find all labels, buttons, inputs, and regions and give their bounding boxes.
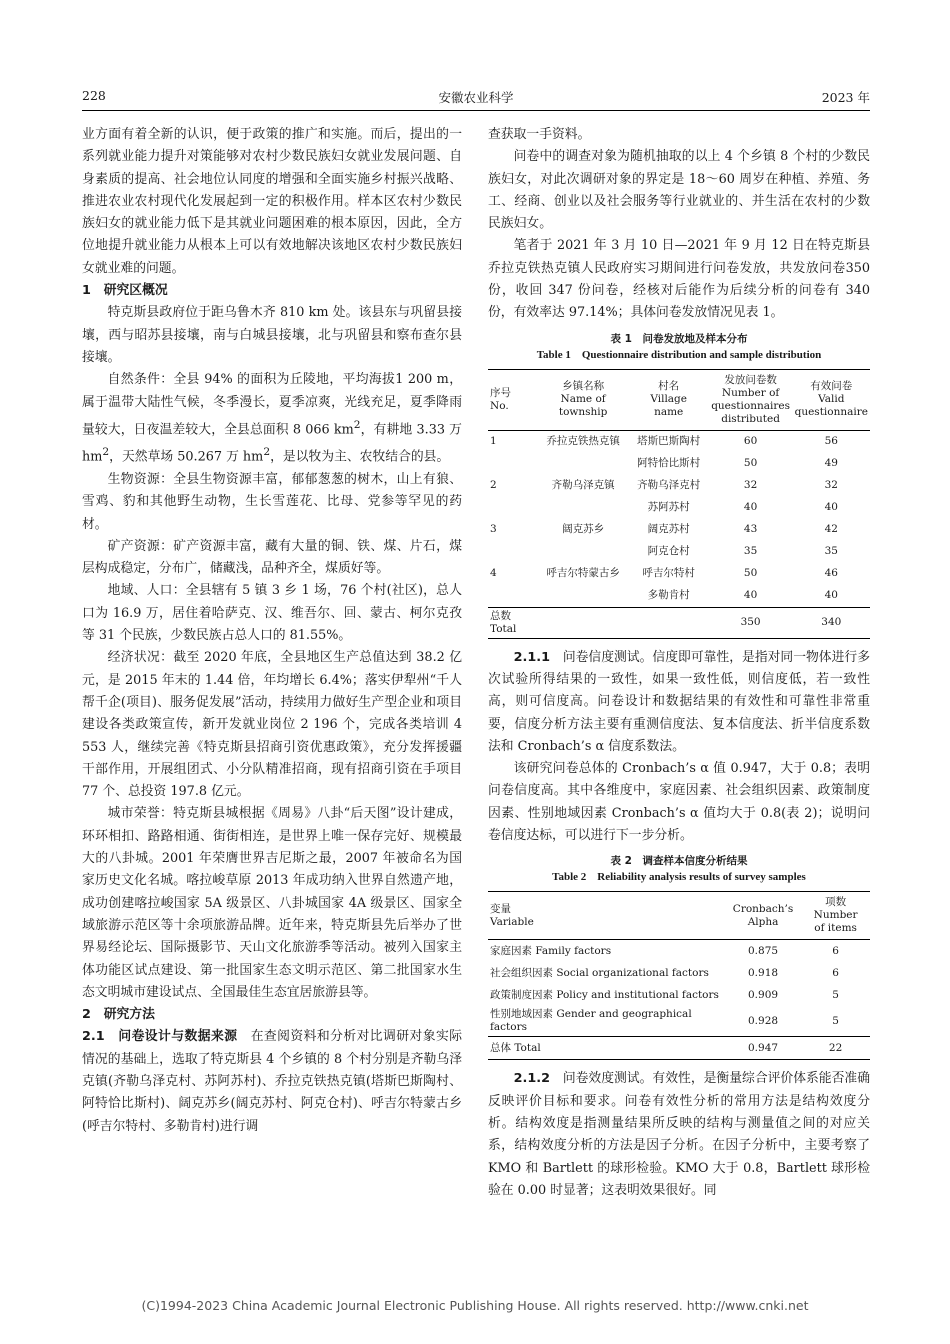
paragraph: 地域、人口：全县辖有 5 镇 3 乡 1 场，76 个村(社区)，总人口为 16.9 万，居住着哈萨克、汉、维吾尔、回、蒙古、柯尔克孜等 31 个民族，少数民族占总人口的 81.55%。	[82, 583, 462, 644]
header-rule	[82, 110, 870, 111]
page-number: 228	[82, 88, 106, 103]
table2-caption-cn: 表 2 调查样本信度分析结果	[610, 855, 748, 868]
table2-header: 项数 Number of items	[801, 892, 870, 940]
paragraph: 经济状况：截至 2020 年底，全县地区生产总值达到 38.2 亿元，是 2015 年末的 1.44 倍，年均增长 6.4%；落实伊犁州“千人帮千企(项目)、服务促发展”活动，持续用力做好生产型企业和项目建设各类政策宣传，新开发就业岗位 2 196 个，完成各类培训 4 553 人，继续完善《特克斯县招商引资优惠政策》，充分发挥援疆干部作用，开展组团式、小分队精准招商，现有招商引资在手项目 77 个、总投资 197.8 亿元。	[82, 650, 462, 800]
table1-header: 发放问卷数 Number of questionnaires distributed	[709, 369, 793, 430]
subsection-heading: 2.1.1	[513, 649, 551, 665]
table1-caption-en: Table 1 Questionnaire distribution and sample distribution	[536, 348, 822, 361]
running-header	[82, 88, 870, 108]
journal-name: 安徽农业科学	[438, 90, 514, 105]
paragraph: 2.1.2 问卷效度测试。有效性，是衡量综合评价体系能否准确反映评价目标和要求。问卷有效性分析的常用方法是结构效度分析。结构效度是指测量结果所反映的结构与测量值之间的对应关系，结构效度分析的方法是因子分析。在因子分析中，主要考察了 KMO 和 Bartlett 的球形检验。KMO 大于 0.8，Bartlett 球形检验在 0.00 时显著；这表明效果很好。同	[488, 1071, 870, 1198]
table-row: 1 乔拉克铁热克镇 塔斯巴斯陶村 60 56	[490, 435, 838, 448]
table-row: 家庭因素 Family factors 0.875 6	[490, 944, 839, 957]
section-heading: 1 研究区概况	[82, 283, 168, 299]
table1-header: 村名 Village name	[629, 369, 709, 430]
paragraph: 特克斯县政府位于距乌鲁木齐 810 km 处。该县东与巩留县接壤，西与昭苏县接壤，南与白城县接壤，北与巩留县和察布查尔县接壤。	[82, 305, 462, 365]
table2-caption-en: Table 2 Reliability analysis results of survey samples	[552, 871, 806, 884]
table2	[488, 891, 870, 1060]
paragraph: 矿产资源：矿产资源丰富，藏有大量的铜、铁、煤、片石，煤层构成稳定，分布广，储藏浅，品种齐全，煤质好等。	[82, 538, 462, 577]
right-column	[488, 124, 870, 1202]
paragraph: 2.1 问卷设计与数据来源 在查阅资料和分析对比调研对象实际情况的基础上，选取了特克斯县 4 个乡镇的 8 个村分别是齐勒乌泽克镇(齐勒乌泽克村、苏阿苏村)、乔拉克铁热克镇(塔斯巴斯陶村、阿特恰比斯村)、阔克苏乡(阔克苏村、阿克仓村)、呼吉尔特蒙古乡(呼吉尔特村、多勒肯村)进行调	[82, 1029, 462, 1134]
table-row: 2 齐勒乌泽克镇 齐勒乌泽克村 32 32	[490, 479, 838, 492]
year: 2023 年	[821, 90, 870, 105]
subsection-heading: 2.1.2	[513, 1071, 551, 1087]
table2-header: Cronbach’s Alpha	[725, 892, 801, 940]
table-row: 政策制度因素 Policy and institutional factors 0.909 5	[490, 988, 839, 1001]
table-row: 3 阔克苏乡 阔克苏村 43 42	[490, 523, 838, 536]
paragraph: 该研究问卷总体的 Cronbach’s α 值 0.947，大于 0.8；表明问卷信度高。其中各维度中，家庭因素、社会组织因素、政策制度因素、性别地域因素 Cronbach’s α 值均大于 0.8(表 2)；说明问卷信度达标，可以进行下一步分析。	[488, 761, 870, 844]
table1-caption-cn: 表 1 问卷发放地及样本分布	[610, 332, 748, 345]
table-row: 苏阿苏村 40 40	[647, 501, 838, 514]
paragraph: 生物资源：全县生物资源丰富，郁郁葱葱的树木，山上有狼、雪鸡、豹和其他野生动物，生长雪莲花、比母、党参等罕见的药材。	[82, 471, 462, 532]
table-row: 性别地域因素 Gender and geographical factors 0.928 5	[490, 1008, 839, 1034]
table-row: 阿克仓村 35 35	[647, 545, 838, 558]
paragraph: 业方面有着全新的认识，便于政策的推广和实施。而后，提出的一系列就业能力提升对策能够对农村少数民族妇女就业发展问题、自身素质的提高、社会地位认同度的增强和全面实施乡村振兴战略、推进农业农村现代化发展起到一定的积极作用。样本区农村少数民族妇女的就业能力低下是其就业问题困难的根本原因，因此，全方位地提升就业能力从根本上可以有效地解决该地区农村少数民族妇女就业难的问题。	[82, 127, 462, 276]
table1-header: 有效问卷 Valid questionnaire	[793, 369, 870, 430]
table-total-row: 总数 Total 350 340	[488, 607, 870, 638]
table-row: 社会组织因素 Social organizational factors 0.918 6	[490, 966, 839, 979]
subsection-heading: 2.1 问卷设计与数据来源	[82, 1029, 238, 1045]
table-total-row: 总体 Total 0.947 22	[488, 1037, 870, 1060]
paragraph: 笔者于 2021 年 3 月 10 日—2021 年 9 月 12 日在特克斯县乔拉克铁热克镇人民政府实习期间进行问卷发放，共发放问卷350 份，收回 347 份问卷，经核对后能作为后续分析的问卷有 340 份，有效率达 97.14%；具体问卷发放情况见表 1。	[488, 238, 870, 321]
paragraph: 2.1.1 问卷信度测试。信度即可靠性，是指对同一物体进行多次试验所得结果的一致性，如果一致性低，则信度低，若一致性高，则可信度高。问卷设计和数据结果的有效性和可靠性非常重要，信度分析方法主要有重测信度法、复本信度法、折半信度系数法和 Cronbach’s α 信度系数法。	[488, 649, 870, 754]
table1-header: 乡镇名称 Name of township	[537, 369, 628, 430]
table-row: 多勒肯村 40 40	[647, 589, 838, 602]
table-row: 阿特恰比斯村 50 49	[637, 457, 838, 470]
copyright-footer: (C)1994-2023 China Academic Journal Electronic Publishing House. All rights reserved. http://www.cnki.net	[141, 1298, 809, 1313]
table1	[488, 369, 870, 639]
left-column	[82, 124, 462, 1138]
table-row: 4 呼吉尔特蒙古乡 呼吉尔特村 50 46	[490, 567, 838, 580]
paragraph: 城市荣誉：特克斯县城根据《周易》八卦“后天图”设计建成，环环相扣、路路相通、街街相连，是世界上唯一保存完好、规模最大的八卦城。2001 年荣膺世界吉尼斯之最，2007 年被命名为国家历史文化名城。喀拉峻草原 2013 年成功纳入世界自然遗产地，成功创建喀拉峻国家 5A 级景区、八卦城国家 4A 级景区、国家全域旅游示范区等十余项旅游品牌。近年来，特克斯县先后举办了世界易经论坛、国际摄影节、天山文化旅游季等活动。被列入国家主体功能区试点建设、第一批国家生态文明示范区、第二批国家水生态文明城市建设试点、全国最佳生态宜居旅游县等。	[82, 806, 462, 1000]
section-heading: 2 研究方法	[82, 1007, 155, 1023]
table1-header: 序号 No.	[488, 369, 537, 430]
paragraph-natural-conditions: 自然条件：全县 94% 的面积为丘陵地，平均海拔1 200 m，属于温带大陆性气候，冬季漫长，夏季凉爽，光线充足，夏季降雨量较大，日夜温差较大，全县总面积 8 066 $km^2$，有耕地 3.33 万 $hm^2$，天然草场 50.267 万 $hm^2$，是以牧为主、农牧结合的县。	[82, 372, 462, 465]
paragraph: 问卷中的调查对象为随机抽取的以上 4 个乡镇 8 个村的少数民族妇女，对此次调研对象的界定是 18～60 周岁在种植、养殖、务工、经商、创业以及社会服务等行业就业的、并生活在农村的少数民族妇女。	[488, 149, 870, 232]
table2-header: 变量 Variable	[488, 892, 725, 940]
paragraph: 查获取一手资料。	[488, 127, 591, 142]
